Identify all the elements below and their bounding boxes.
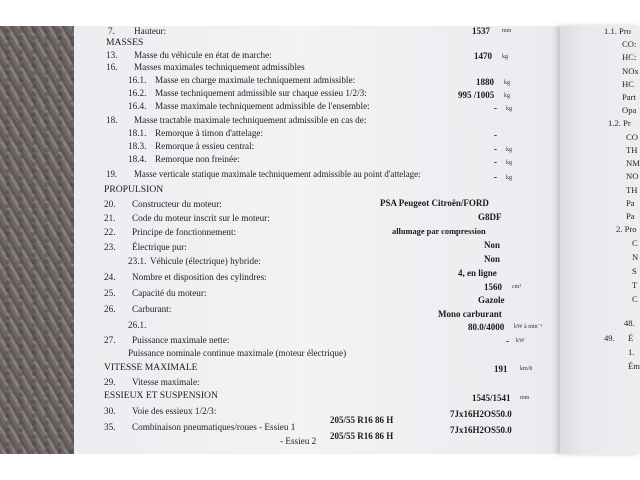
value-cylindree: 1560 bbox=[484, 282, 502, 292]
value-masse-marche: 1470 bbox=[474, 51, 492, 61]
document-page: 7. Hauteur: 1537 mm MASSES 13. Masse du véhicule en état de marche: 1470 kg 16. Masses maximales techniquement admissibles 16.1. Masse en charge maximale techniquement admissible: 1880 kg 16.2. Masse techniquement admissible sur chaque essieu 1/2/3: 995 /1005 kg 16.4. Masse maximale techniquement admissible de l'ensemble: - kg 18. Masse tractable maximale techniquement admissible en cas de: 18.1. Remorque à timon d'attelage: - 18.3. Remorque à essieu central: - kg 18.4. Remorque non freinée: - kg 19. Masse verticale statique maximale techniquement admissible au point d'attelage: - kg PROPULSION 20. Constructeur du moteur: PSA Peugeot Citroën/FORD 21. Code du moteur inscrit sur le moteur: G8DF 22. Principe de fonctionnement: allumage par compression 23. Électrique pur: Non 23.1. Véhicule (électrique) hybride: Non 24. Nombre et disposition des cylindres: 4, en ligne 1560 cm³ 25. Capacité du moteur: Gazole 26. Carburant: Mono carburant 26.1. 80.0/4000 kW à min⁻¹ 27. Puissance maximale nette: - kW Puissance nominale continue maximale (moteur électrique) VITESSE MAXIMALE 29. Vitesse maximale: 191 km/h ESSIEUX ET SUSPENSION 1545/1541 mm 30. Voie des essieux 1/2/3: 35. Combinaison pneumatiques/roues - Essieu 1 205/55 R16 86 H 7Jx16H2OS50.0 - Essieu 2 205/55 R16 86 H 7Jx16H2OS50.0 bbox=[74, 26, 640, 454]
section-propulsion: PROPULSION bbox=[104, 184, 164, 195]
section-vitesse: VITESSE MAXIMALE bbox=[104, 362, 198, 373]
value-mono-carburant: Mono carburant bbox=[438, 309, 502, 319]
value-voie: 1545/1541 bbox=[472, 393, 511, 403]
section-masses: MASSES bbox=[106, 37, 144, 48]
value-puissance: 80.0/4000 bbox=[468, 322, 505, 332]
value-roue-essieu-2: 7Jx16H2OS50.0 bbox=[450, 425, 512, 435]
value-code-moteur: G8DF bbox=[478, 212, 502, 222]
value-hauteur: 1537 bbox=[472, 26, 490, 36]
value-hybride: Non bbox=[484, 254, 501, 264]
adjacent-page: 1.1. Pro CO: HC: NOx HC Part Opa 1.2. Pr CO TH NM NO TH Pa Pa 2. Pro C N S T C 48. 49. É 1. Ém bbox=[560, 26, 640, 454]
value-constructeur: PSA Peugeot Citroën/FORD bbox=[380, 198, 489, 208]
value-principe: allumage par compression bbox=[392, 227, 486, 236]
value-vitesse: 191 bbox=[494, 364, 508, 374]
value-roue-essieu-1: 7Jx16H2OS50.0 bbox=[450, 409, 512, 419]
background-bottom bbox=[0, 454, 640, 480]
section-essieux: ESSIEUX ET SUSPENSION bbox=[104, 390, 218, 401]
value-carburant: Gazole bbox=[478, 295, 505, 305]
value-electrique: Non bbox=[484, 240, 501, 250]
unit-mm: mm bbox=[502, 28, 512, 34]
value-cylindres: 4, en ligne bbox=[458, 268, 497, 278]
value-masse-charge: 1880 bbox=[476, 77, 494, 87]
value-pneu-essieu-2: 205/55 R16 86 H bbox=[330, 431, 394, 441]
value-masse-essieu: 995 /1005 bbox=[458, 90, 495, 100]
value-pneu-essieu-1: 205/55 R16 86 H bbox=[330, 415, 394, 425]
